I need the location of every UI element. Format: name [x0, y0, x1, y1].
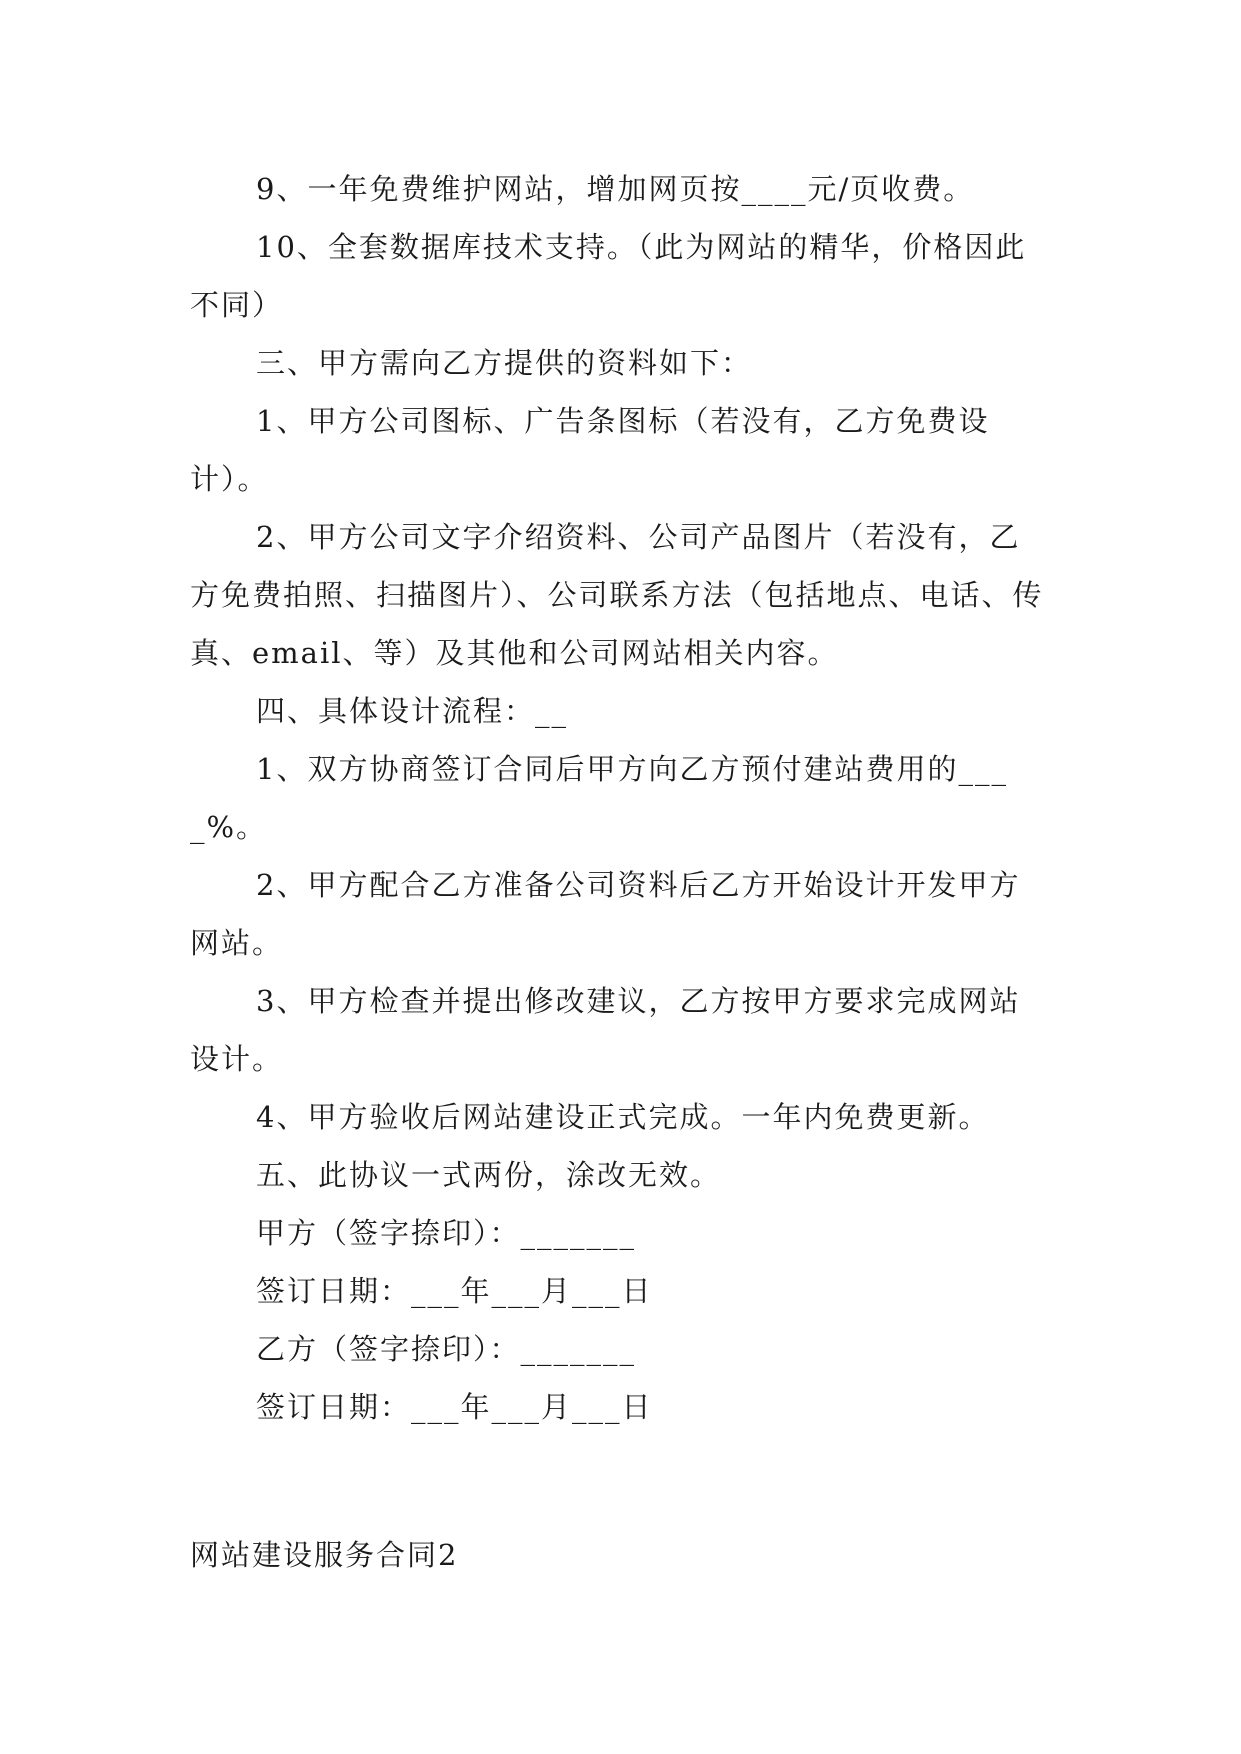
paragraph-process-1: 1、双方协商签订合同后甲方向乙方预付建站费用的____%。: [190, 752, 1008, 844]
document-body: [190, 160, 1050, 1584]
section-heading-3: 三、甲方需向乙方提供的资料如下：: [256, 346, 753, 380]
party-b-signature: 乙方（签字捺印）：_______: [256, 1332, 637, 1366]
section-heading-5: 五、此协议一式两份，涂改无效。: [256, 1158, 722, 1192]
party-a-signature: 甲方（签字捺印）：_______: [256, 1216, 637, 1250]
party-a-sign-date: 签订日期：___年___月___日: [256, 1274, 653, 1308]
paragraph-process-3: 3、甲方检查并提出修改建议，乙方按甲方要求完成网站设计。: [190, 984, 1021, 1076]
paragraph-item-9: 9、一年免费维护网站，增加网页按____元/页收费。: [256, 172, 975, 206]
section-heading-4: 四、具体设计流程：__: [256, 694, 569, 728]
paragraph-materials-1: 1、甲方公司图标、广告条图标（若没有，乙方免费设计）。: [190, 404, 990, 496]
next-contract-title: 网站建设服务合同2: [190, 1538, 459, 1572]
party-b-sign-date: 签订日期：___年___月___日: [256, 1390, 653, 1424]
paragraph-process-2: 2、甲方配合乙方准备公司资料后乙方开始设计开发甲方网站。: [190, 868, 1021, 960]
paragraph-item-10: 10、全套数据库技术支持。（此为网站的精华，价格因此不同）: [190, 230, 1027, 322]
paragraph-process-4: 4、甲方验收后网站建设正式完成。一年内免费更新。: [256, 1100, 990, 1134]
paragraph-materials-2: 2、甲方公司文字介绍资料、公司产品图片（若没有，乙方免费拍照、扫描图片）、公司联系方法（包括地点、电话、传真、email、等）及其他和公司网站相关内容。: [190, 520, 1044, 670]
